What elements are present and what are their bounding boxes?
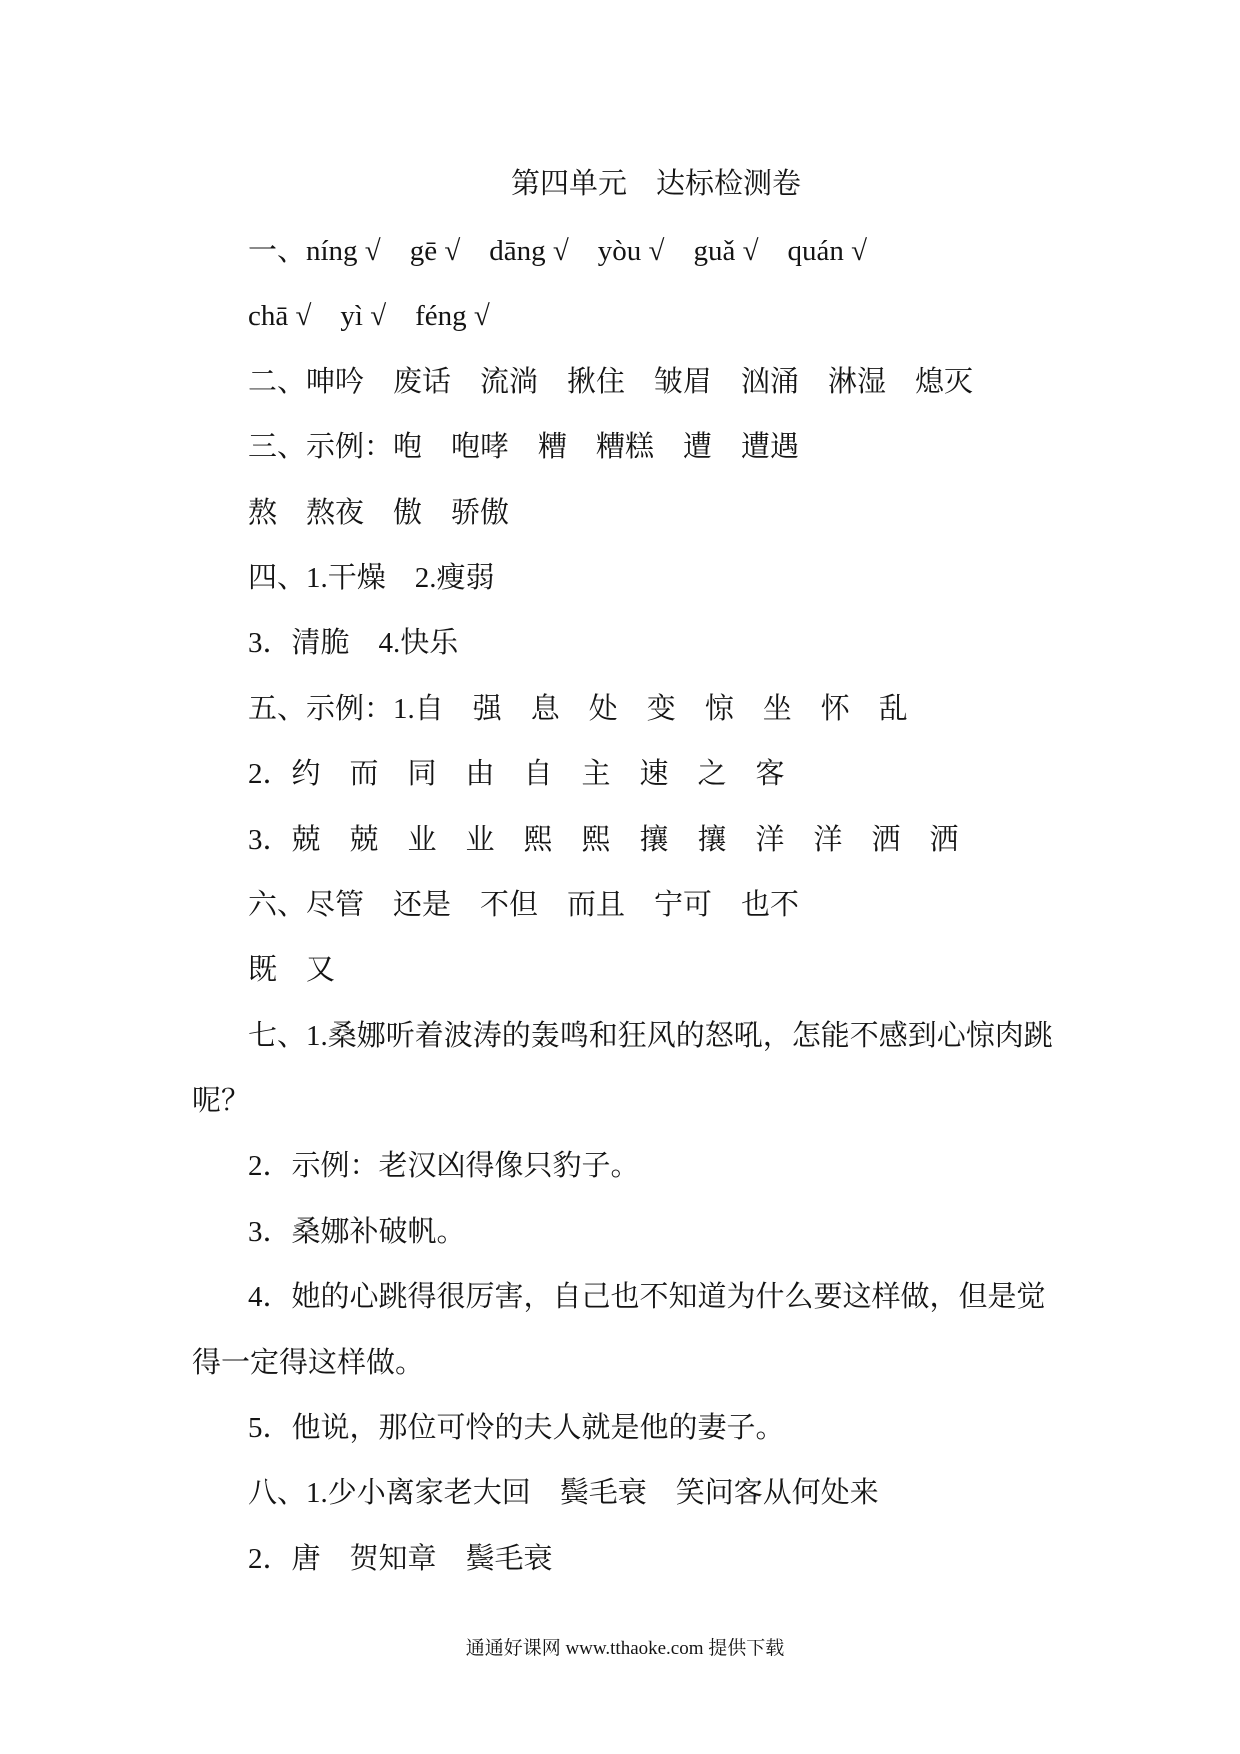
answer-line: 既 又: [248, 954, 336, 987]
answer-line: 四、1.干燥 2.瘦弱: [248, 561, 495, 594]
answer-line: 五、示例：1.自 强 息 处 变 惊 坐 怀 乱: [248, 692, 908, 725]
answer-line: 3．桑娜补破帆。: [248, 1215, 466, 1248]
answer-item-7-part-4: [192, 1265, 1132, 1396]
answer-item-3-cont: [192, 481, 1132, 546]
answer-line: 2．示例：老汉凶得像只豹子。: [248, 1150, 640, 1183]
answer-line: 一、níng √ gē √ dāng √ yòu √ guǎ √ quán √: [248, 235, 868, 267]
answer-item-1-pinyin: [192, 219, 1132, 284]
answer-line: 2．唐 贺知章 鬓毛衰: [248, 1542, 553, 1575]
answer-item-1-pinyin-cont: [192, 284, 1132, 349]
answer-item-6-cont: [192, 938, 1132, 1003]
answer-line: 六、尽管 还是 不但 而且 宁可 也不: [248, 888, 800, 921]
answer-item-8-part-2: [192, 1527, 1132, 1592]
answer-line: 3．清脆 4.快乐: [248, 627, 459, 660]
page-title: 第四单元 达标检测卷: [510, 168, 801, 200]
footer-source-note: 通通好课网 www.tthaoke.com 提供下载: [465, 1638, 785, 1659]
answer-item-7-part-5: [192, 1396, 1132, 1461]
answer-line: 4．她的心跳得很厉害，自己也不知道为什么要这样做，但是觉: [248, 1281, 1046, 1314]
answer-line: 二、呻吟 废话 流淌 揪住 皱眉 汹涌 淋湿 熄灭: [248, 365, 974, 398]
answer-line-wrap: 得一定得这样做。: [192, 1346, 425, 1379]
answer-item-7-part-2: [192, 1134, 1132, 1199]
answer-item-6: [192, 873, 1132, 938]
answer-item-7-part-1: [192, 1004, 1132, 1135]
answer-item-5-part-3: [192, 808, 1132, 873]
answer-list: [192, 219, 1132, 1592]
answer-line-wrap: 呢？: [192, 1085, 251, 1118]
answer-line: 八、1.少小离家老大回 鬓毛衰 笑问客从何处来: [248, 1477, 879, 1510]
answer-item-2: [192, 350, 1132, 415]
answer-item-7-part-3: [192, 1200, 1132, 1265]
answer-item-8-part-1: [192, 1461, 1132, 1526]
answer-line: 七、1.桑娜听着波涛的轰鸣和狂风的怒吼，怎能不感到心惊肉跳: [248, 1019, 1053, 1052]
answer-line: 3．兢 兢 业 业 熙 熙 攘 攘 洋 洋 洒 洒: [248, 823, 959, 856]
answer-item-4-cont: [192, 611, 1132, 676]
answer-item-5: [192, 677, 1132, 742]
answer-item-3: [192, 415, 1132, 480]
answer-item-4: [192, 546, 1132, 611]
answer-line: 5．他说，那位可怜的夫人就是他的妻子。: [248, 1412, 785, 1445]
answer-line: 熬 熬夜 傲 骄傲: [248, 496, 510, 529]
answer-line: chā √ yì √ féng √: [248, 300, 490, 333]
answer-item-5-part-2: [192, 742, 1132, 807]
answer-line: 三、示例：咆 咆哮 糟 糟糕 遭 遭遇: [248, 431, 800, 464]
answer-line: 2．约 而 同 由 自 主 速 之 客: [248, 758, 785, 791]
